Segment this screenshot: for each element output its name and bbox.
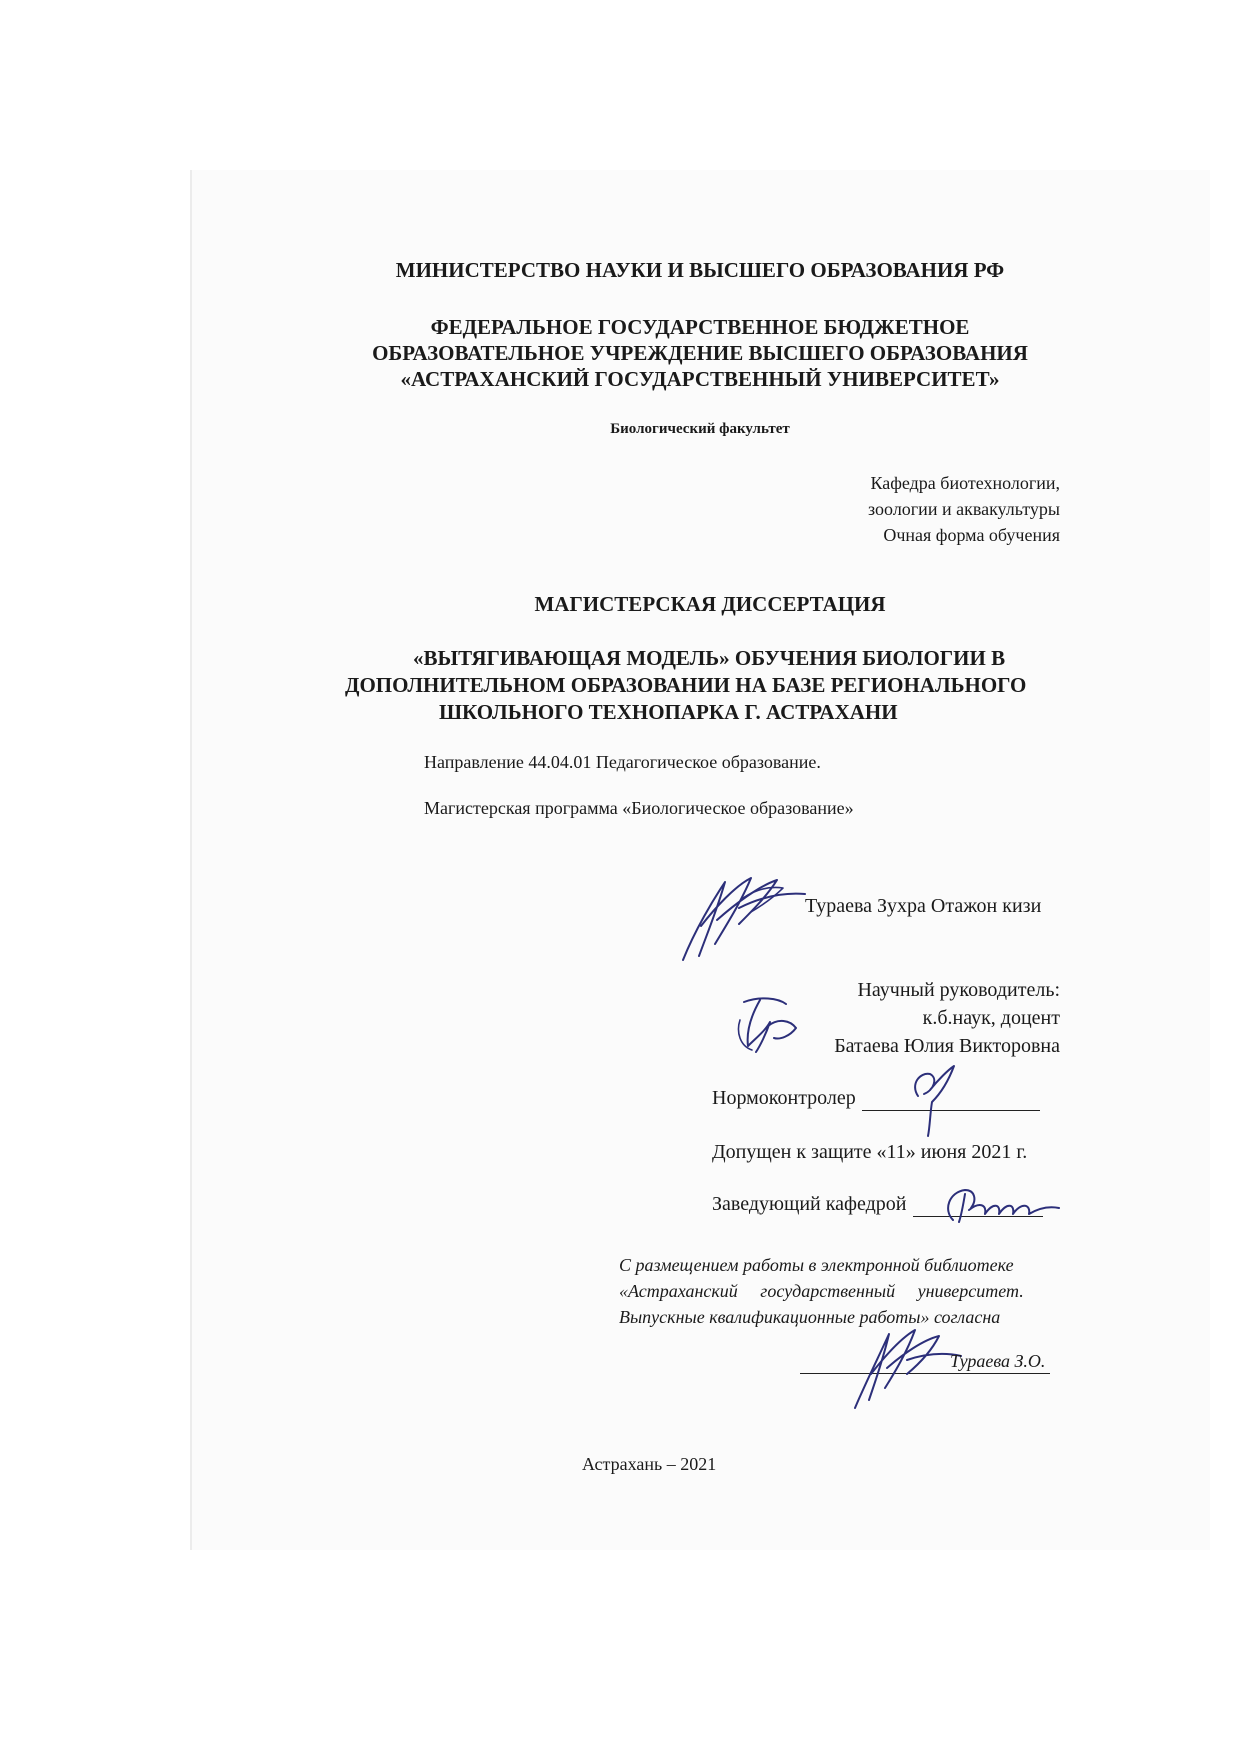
title-line-3: ШКОЛЬНОГО ТЕХНОПАРКА Г. АСТРАХАНИ — [439, 700, 898, 724]
supervisor-signature — [730, 990, 810, 1060]
department-line-2: зоологии и аквакультуры — [868, 499, 1060, 519]
department-line-3: Очная форма обучения — [883, 525, 1060, 545]
program-text: Магистерская программа «Биологическое образование» — [424, 798, 854, 818]
consent-line-2: «Астраханский государственный университет. — [619, 1281, 1024, 1301]
head-signature — [935, 1180, 1065, 1230]
consent-line-3: Выпускные квалификационные работы» согласна — [619, 1307, 1001, 1327]
normcontrol-label: Нормоконтролер — [712, 1087, 856, 1109]
title-line-2: ДОПОЛНИТЕЛЬНОМ ОБРАЗОВАНИИ НА БАЗЕ РЕГИОНАЛЬНОГО — [345, 673, 1027, 697]
supervisor-label: Научный руководитель: — [857, 979, 1060, 1001]
consent-signer: Тураева З.О. — [950, 1351, 1046, 1371]
document-type: МАГИСТЕРСКАЯ ДИССЕРТАЦИЯ — [534, 592, 886, 616]
faculty-name: Биологический факультет — [610, 421, 790, 437]
ministry-heading: МИНИСТЕРСТВО НАУКИ И ВЫСШЕГО ОБРАЗОВАНИЯ РФ — [395, 258, 1005, 282]
consent-block — [619, 1252, 1047, 1330]
direction-text: Направление 44.04.01 Педагогическое образование. — [424, 752, 821, 772]
normcontrol-line — [712, 1087, 1040, 1111]
department-line-1: Кафедра биотехнологии, — [870, 473, 1060, 493]
department-block — [760, 470, 1060, 548]
author-signature — [655, 868, 825, 968]
supervisor-name: Батаева Юлия Викторовна — [834, 1035, 1060, 1057]
institution-line-2: ОБРАЗОВАТЕЛЬНОЕ УЧРЕЖДЕНИЕ ВЫСШЕГО ОБРАЗОВАНИЯ — [372, 341, 1028, 365]
consent-signature — [835, 1320, 965, 1415]
institution-line-1: ФЕДЕРАЛЬНОЕ ГОСУДАРСТВЕННОЕ БЮДЖЕТНОЕ — [430, 315, 970, 339]
consent-line-1: С размещением работы в электронной библиотеке — [619, 1255, 1014, 1275]
admitted-text: Допущен к защите «11» июня 2021 г. — [712, 1141, 1028, 1163]
supervisor-degree: к.б.наук, доцент — [922, 1007, 1060, 1029]
city-year: Астрахань – 2021 — [582, 1454, 717, 1474]
institution-line-3: «АСТРАХАНСКИЙ ГОСУДАРСТВЕННЫЙ УНИВЕРСИТЕТ» — [400, 367, 1000, 391]
head-label: Заведующий кафедрой — [712, 1193, 907, 1215]
normcontrol-signature — [900, 1060, 960, 1140]
title-line-1: «ВЫТЯГИВАЮЩАЯ МОДЕЛЬ» ОБУЧЕНИЯ БИОЛОГИИ В — [413, 646, 1006, 670]
author-name: Тураева Зухра Отажон кизи — [805, 895, 1042, 917]
